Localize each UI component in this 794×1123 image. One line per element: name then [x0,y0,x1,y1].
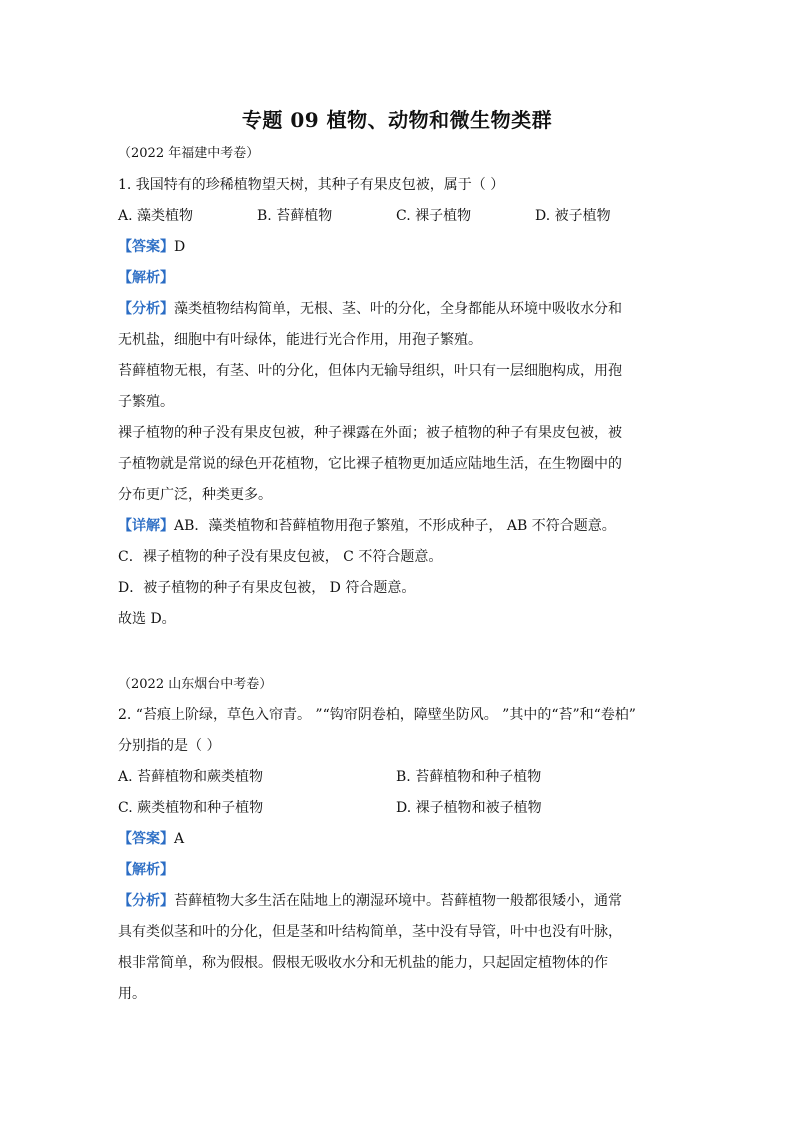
q2-answer-value: A [174,831,185,847]
q2-fenxi-text: 苔藓植物大多生活在陆地上的潮湿环境中。苔藓植物一般都很矮小，通常 [174,893,622,909]
analysis-tag: 【解析】 [118,270,174,286]
xiangjie-tag: 【详解】 [118,518,174,534]
page-title: 专题 09 植物、动物和微生物类群 [241,108,553,132]
q2-option-a: A. 苔藓植物和蕨类植物 [118,769,264,785]
fenxi-tag: 【分析】 [118,301,174,317]
q1-fenxi-line [118,300,678,318]
q2-source: （2022 山东烟台中考卷） [118,677,273,692]
q1-option-b: B. 苔藓植物 [257,208,333,224]
q2-fenxi-line: 根非常简单，称为假根。假根无吸收水分和无机盐的能力，只起固定植物体的作 [118,955,608,971]
q1-answer-value: D [174,239,186,255]
q2-option-c: C. 蕨类植物和种子植物 [118,800,264,816]
q2-fenxi-line: 用。 [118,986,146,1002]
q1-option-d: D. 被子植物 [535,208,611,224]
q1-fenxi-line: 裸子植物的种子没有果皮包被，种子裸露在外面；被子植物的种子有果皮包被，被 [118,425,622,441]
q1-analysis-heading [118,269,678,287]
q1-fenxi-line: 分布更广泛，种类更多。 [118,487,272,503]
q1-fenxi-line: 子繁殖。 [118,394,174,410]
q2-option-d: D. 裸子植物和被子植物 [396,800,542,816]
q1-fenxi-line: 无机盐，细胞中有叶绿体，能进行光合作用，用孢子繁殖。 [118,332,482,348]
q1-option-c: C. 裸子植物 [396,208,472,224]
answer-tag: 【答案】 [118,831,174,847]
q1-fenxi-line: 子植物就是常说的绿色开花植物，它比裸子植物更加适应陆地生活，在生物圈中的 [118,456,622,472]
q2-fenxi-line: 具有类似茎和叶的分化，但是茎和叶结构简单，茎中没有导管，叶中也没有叶脉， [118,924,622,940]
q1-option-a: A. 藻类植物 [118,208,194,224]
q2-option-b: B. 苔藓植物和种子植物 [396,769,542,785]
q2-fenxi-line [118,892,678,910]
q1-xiangjie-line: D．被子植物的种子有果皮包被， D 符合题意。 [118,580,416,596]
q1-answer-line [118,238,678,256]
q2-stem-line: 分别指的是（ ） [118,738,221,754]
fenxi-tag: 【分析】 [118,893,174,909]
q1-fenxi-line: 苔藓植物无根，有茎、叶的分化，但体内无输导组织，叶只有一层细胞构成，用孢 [118,363,622,379]
q2-answer-line [118,830,678,848]
q1-source: （2022 年福建中考卷） [118,146,260,161]
q1-fenxi-text: 藻类植物结构简单，无根、茎、叶的分化，全身都能从环境中吸收水分和 [174,301,622,317]
q2-analysis-heading [118,861,678,879]
q1-xiangjie-line: C．裸子植物的种子没有果皮包被， C 不符合题意。 [118,549,443,565]
q1-stem: 1. 我国特有的珍稀植物望天树，其种子有果皮包被，属于（ ） [118,177,505,193]
analysis-tag: 【解析】 [118,862,174,878]
q1-xiangjie-line [118,517,678,535]
answer-tag: 【答案】 [118,239,174,255]
q1-xiangjie-text: AB．藻类植物和苔藓植物用孢子繁殖，不形成种子， AB 不符合题意。 [174,518,616,534]
q1-conclusion: 故选 D。 [118,611,176,627]
q2-stem-line: 2. “苔痕上阶绿，草色入帘青。 ”“钩帘阴卷柏，障壁坐防风。 ”其中的“苔”和“卷柏” [118,707,636,723]
